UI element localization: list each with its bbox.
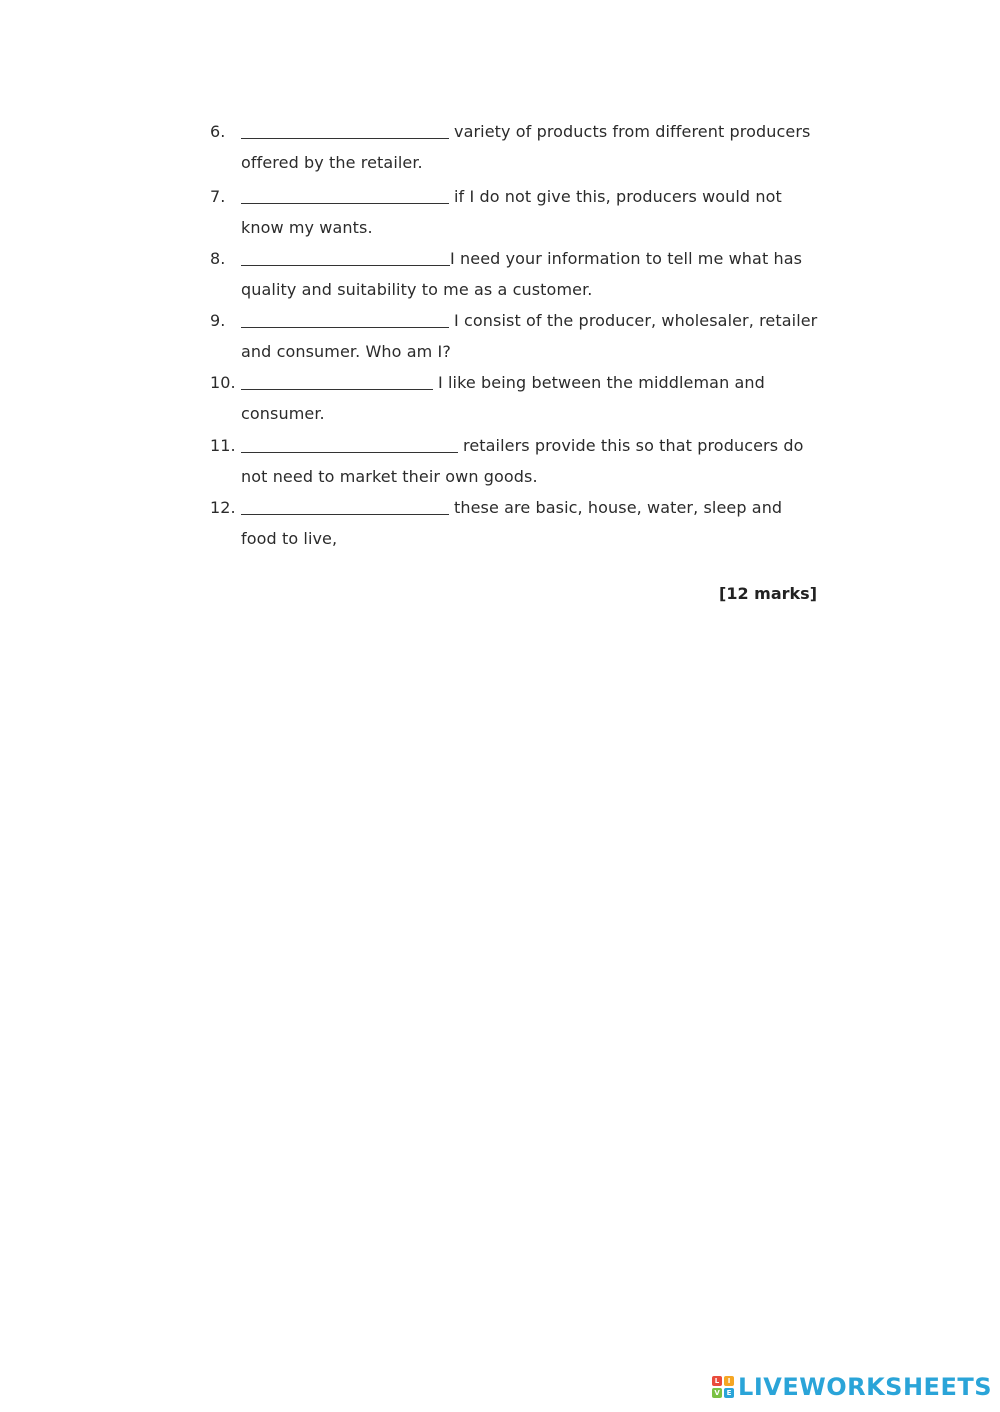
logo-letter-v: V — [712, 1388, 722, 1398]
question-number: 6. — [210, 122, 226, 141]
question-text-line2: food to live, — [241, 529, 338, 548]
question-number: 10. — [210, 373, 236, 392]
question-text-line2: not need to market their own goods. — [241, 467, 538, 486]
logo-grid-icon — [712, 1376, 734, 1398]
question-text-line2: quality and suitability to me as a customer. — [241, 280, 593, 299]
question-text-line1: I like being between the middleman and — [438, 373, 765, 392]
question-number: 9. — [210, 311, 226, 330]
question-text-line1: I need your information to tell me what has — [450, 249, 803, 268]
answer-blank[interactable] — [241, 430, 458, 453]
question-text-line2: offered by the retailer. — [241, 153, 423, 172]
logo-letter-i: I — [724, 1376, 734, 1386]
question-text-line1: variety of products from different producers — [454, 122, 811, 141]
question-text-line2: know my wants. — [241, 218, 373, 237]
question-number: 12. — [210, 498, 236, 517]
answer-blank[interactable] — [241, 367, 433, 390]
question-text-line1: these are basic, house, water, sleep and — [454, 498, 783, 517]
logo-letter-l: L — [712, 1376, 722, 1386]
question-text-line1: retailers provide this so that producers do — [463, 436, 804, 455]
answer-blank[interactable] — [241, 181, 449, 204]
question-text-line2: and consumer. Who am I? — [241, 342, 451, 361]
question-text-line2: consumer. — [241, 404, 325, 423]
logo-letter-e: E — [724, 1388, 734, 1398]
question-text-line1: I consist of the producer, wholesaler, retailer — [454, 311, 818, 330]
answer-blank[interactable] — [241, 305, 449, 328]
liveworksheets-logo — [712, 1372, 992, 1402]
answer-blank[interactable] — [241, 243, 450, 266]
question-number: 11. — [210, 436, 236, 455]
question-number: 7. — [210, 187, 226, 206]
answer-blank[interactable] — [241, 492, 449, 515]
question-text-line1: if I do not give this, producers would not — [454, 187, 782, 206]
total-marks: [12 marks] — [719, 584, 817, 603]
question-number: 8. — [210, 249, 226, 268]
brand-name: LIVEWORKSHEETS — [738, 1373, 992, 1401]
answer-blank[interactable] — [241, 116, 449, 139]
